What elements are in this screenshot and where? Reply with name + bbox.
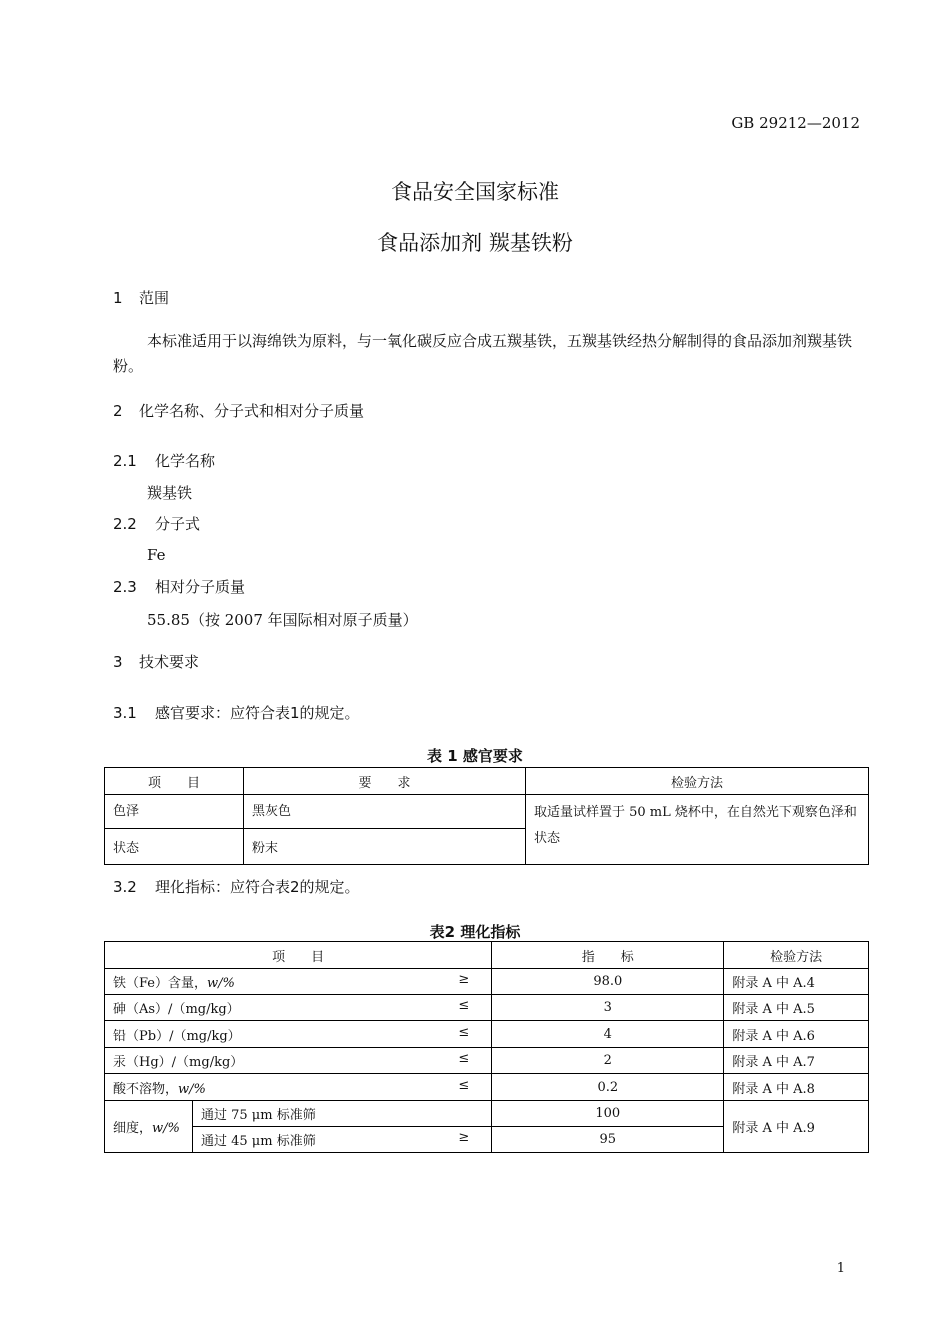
header-requirement: 要 求	[244, 768, 526, 795]
cell-method: 取适量试样置于 50 mL 烧杯中，在自然光下观察色泽和状态	[526, 795, 869, 865]
table-header-row	[105, 942, 869, 969]
section-2-2-heading	[113, 513, 200, 534]
section-number: 3.1	[113, 704, 137, 722]
cell-value: 100	[492, 1101, 724, 1127]
header-indicator: 指 标	[492, 942, 724, 969]
cell-value: 98.0	[492, 969, 724, 995]
cell-value: 2	[492, 1048, 724, 1074]
item-label: 铁（Fe）含量，	[113, 976, 208, 991]
item-label: 砷（As）/（mg/kg）	[113, 1002, 240, 1017]
comparison-symbol: ≤	[458, 1051, 470, 1066]
item-label: 细度，	[113, 1121, 153, 1136]
cell-method: 附录 A 中 A.5	[724, 995, 869, 1021]
table-row	[105, 1074, 869, 1101]
item-unit: w/%	[152, 1121, 180, 1136]
cell-sieve-75: 通过 75 μm 标准筛	[193, 1101, 492, 1127]
section-number: 2.2	[113, 515, 137, 533]
header-method: 检验方法	[724, 942, 869, 969]
cell-item	[105, 995, 492, 1021]
table-row	[105, 969, 869, 995]
cell-value: 95	[492, 1127, 724, 1153]
cell-method: 附录 A 中 A.8	[724, 1074, 869, 1101]
cell-method: 附录 A 中 A.6	[724, 1021, 869, 1048]
item-label: 铅（Pb）/（mg/kg）	[113, 1028, 241, 1044]
section-title: 感官要求：应符合表1的规定。	[155, 704, 360, 722]
section-number: 2.1	[113, 452, 137, 470]
section-title: 技术要求	[139, 653, 200, 671]
comparison-symbol: ≤	[458, 998, 470, 1013]
table-2-caption: 表2 理化指标	[429, 923, 521, 941]
table-row	[105, 1101, 869, 1127]
document-subtitle: 食品添加剂 羰基铁粉	[377, 231, 573, 255]
table-row	[105, 995, 869, 1021]
section-number: 2	[113, 402, 123, 420]
section-2-3-heading	[113, 576, 245, 597]
document-title: 食品安全国家标准	[391, 180, 559, 204]
cell-requirement: 黑灰色	[244, 795, 526, 829]
page-number: 1	[836, 1261, 845, 1276]
item-unit: w/%	[178, 1081, 206, 1097]
section-title: 范围	[139, 289, 170, 307]
physicochemical-indicators-table	[104, 941, 869, 1153]
section-3-heading	[113, 651, 199, 672]
header-method: 检验方法	[526, 768, 869, 795]
cell-item	[105, 1074, 492, 1101]
cell-fineness-item	[105, 1101, 193, 1153]
cell-method: 附录 A 中 A.7	[724, 1048, 869, 1074]
section-number: 2.3	[113, 578, 137, 596]
section-title: 化学名称	[155, 452, 216, 470]
section-3-2-heading	[113, 876, 360, 897]
formula-value: Fe	[147, 546, 166, 564]
comparison-symbol: ≥	[458, 1130, 470, 1145]
table-row	[105, 1048, 869, 1074]
item-label: 汞（Hg）/（mg/kg）	[113, 1055, 244, 1070]
cell-method: 附录 A 中 A.9	[724, 1101, 869, 1153]
table-header-row	[105, 768, 869, 795]
cell-sieve-45	[193, 1127, 492, 1153]
table-row	[105, 795, 869, 829]
sensory-requirements-table	[104, 767, 869, 865]
section-title: 理化指标：应符合表2的规定。	[155, 878, 360, 896]
cell-value: 4	[492, 1021, 724, 1048]
cell-item: 状态	[105, 829, 244, 865]
section-title: 化学名称、分子式和相对分子质量	[139, 402, 365, 420]
chemical-name-value: 羰基铁	[147, 484, 193, 502]
table-1-caption: 表 1 感官要求	[427, 747, 523, 765]
cell-method: 附录 A 中 A.4	[724, 969, 869, 995]
section-2-heading	[113, 400, 364, 421]
sieve-label: 通过 45 μm 标准筛	[201, 1134, 316, 1149]
standard-number: GB 29212—2012	[731, 114, 860, 132]
molecular-mass-value: 55.85（按 2007 年国际相对原子质量）	[147, 611, 418, 629]
cell-value: 3	[492, 995, 724, 1021]
item-label: 酸不溶物，	[113, 1081, 179, 1097]
comparison-symbol: ≤	[458, 1077, 470, 1093]
cell-item	[105, 969, 492, 995]
section-3-1-heading	[113, 702, 360, 723]
section-1-text: 本标准适用于以海绵铁为原料，与一氧化碳反应合成五羰基铁，五羰基铁经热分解制得的食品添加剂羰基铁粉。	[113, 332, 853, 375]
table-row	[105, 1021, 869, 1048]
comparison-symbol: ≤	[458, 1024, 470, 1040]
cell-item: 色泽	[105, 795, 244, 829]
section-number: 1	[113, 289, 123, 307]
header-item: 项 目	[105, 942, 492, 969]
section-2-1-heading	[113, 450, 215, 471]
section-number: 3	[113, 653, 123, 671]
header-item: 项 目	[105, 768, 244, 795]
cell-item	[105, 1021, 492, 1048]
cell-requirement: 粉末	[244, 829, 526, 865]
section-title: 相对分子质量	[155, 578, 246, 596]
item-unit: w/%	[207, 976, 235, 991]
section-1-heading	[113, 287, 169, 308]
cell-value: 0.2	[492, 1074, 724, 1101]
section-number: 3.2	[113, 878, 137, 896]
cell-item	[105, 1048, 492, 1074]
comparison-symbol: ≥	[458, 972, 470, 987]
section-title: 分子式	[155, 515, 201, 533]
